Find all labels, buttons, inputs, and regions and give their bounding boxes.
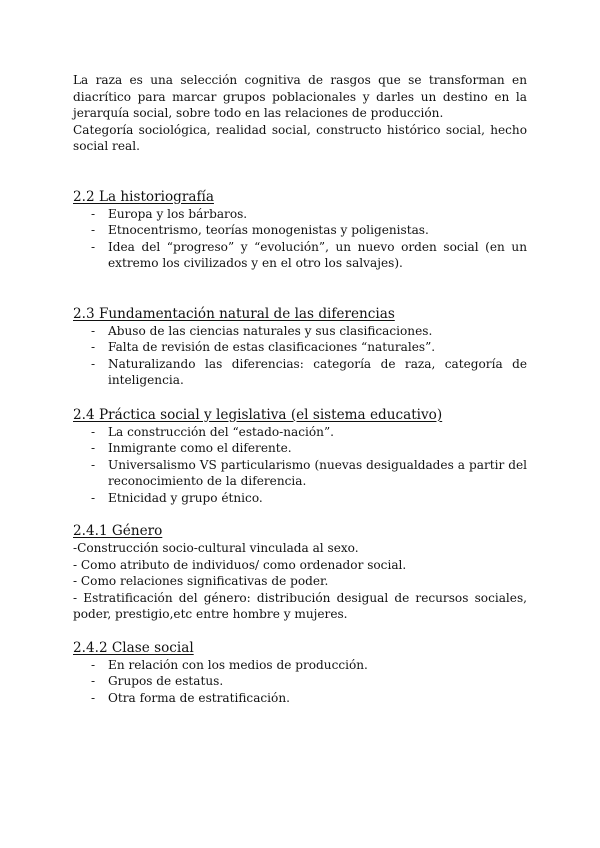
section-heading-historiografia: 2.2 La historiografía xyxy=(73,188,214,205)
section-heading-practica-social: 2.4 Práctica social y legislativa (el sistema educativo) xyxy=(73,406,443,423)
bullet-dash: - xyxy=(91,441,96,455)
bullet-dash: - xyxy=(91,206,96,221)
bullet-dash: - xyxy=(91,674,96,688)
section-list-clase-social xyxy=(73,657,527,707)
bullet-dash: - xyxy=(91,657,96,672)
bullet-dash: - xyxy=(91,340,96,354)
list-item: - Naturalizando las diferencias: categoría de raza, categoría de inteligencia. xyxy=(91,356,527,387)
intro-paragraph: La raza es una selección cognitiva de rasgos que se transforman en diacrítico para marcar grupos poblacionales y darles un destino en la jerarquía social, sobre todo en las relaciones de producción. xyxy=(73,73,527,120)
list-item: - Abuso de las ciencias naturales y sus clasificaciones. xyxy=(91,323,433,338)
list-item: - Europa y los bárbaros. xyxy=(91,206,248,221)
section-heading-genero: 2.4.1 Género xyxy=(73,523,163,539)
bullet-dash: - xyxy=(91,490,96,505)
bullet-dash: - xyxy=(91,457,96,472)
section-list-practica-social xyxy=(73,424,527,507)
bullet-dash: - xyxy=(91,690,96,705)
list-item: - Inmigrante como el diferente. xyxy=(91,441,292,455)
bullet-dash: - xyxy=(91,239,96,254)
list-item: - Etnicidad y grupo étnico. xyxy=(91,490,263,505)
intro-paragraph-2: Categoría sociológica, realidad social, constructo histórico social, hecho social real. xyxy=(73,122,527,153)
genero-line: - Como relaciones significativas de poder. xyxy=(73,574,329,588)
section-heading-clase-social: 2.4.2 Clase social xyxy=(73,639,194,656)
list-item: - En relación con los medios de producción. xyxy=(91,657,368,672)
document-body xyxy=(73,72,527,706)
bullet-dash: - xyxy=(91,356,96,371)
list-item: - La construcción del “estado-nación”. xyxy=(91,424,334,439)
bullet-dash: - xyxy=(91,223,96,237)
list-item: - Idea del “progreso” y “evolución”, un nuevo orden social (en un extremo los civilizados y en el otro los salvajes). xyxy=(91,239,527,270)
genero-line: - Como atributo de individuos/ como ordenador social. xyxy=(73,557,407,572)
section-heading-fundamentacion: 2.3 Fundamentación natural de las diferencias xyxy=(73,305,395,322)
list-item: - Etnocentrismo, teorías monogenistas y poligenistas. xyxy=(91,223,429,237)
bullet-dash: - xyxy=(91,424,96,439)
list-item: - Falta de revisión de estas clasificaciones “naturales”. xyxy=(91,340,436,354)
list-item: - Universalismo VS particularismo (nuevas desigualdades a partir del reconocimiento de la diferencia. xyxy=(91,457,527,488)
section-list-historiografia xyxy=(73,206,527,272)
bullet-dash: - xyxy=(91,323,96,338)
list-item: - Otra forma de estratificación. xyxy=(91,690,290,705)
genero-line: -Construcción socio-cultural vinculada al sexo. xyxy=(73,541,359,555)
section-list-fundamentacion xyxy=(73,323,527,389)
list-item: - Grupos de estatus. xyxy=(91,674,224,688)
genero-line: - Estratificación del género: distribución desigual de recursos sociales, poder, prestigio,etc entre hombre y mujeres. xyxy=(73,590,527,621)
